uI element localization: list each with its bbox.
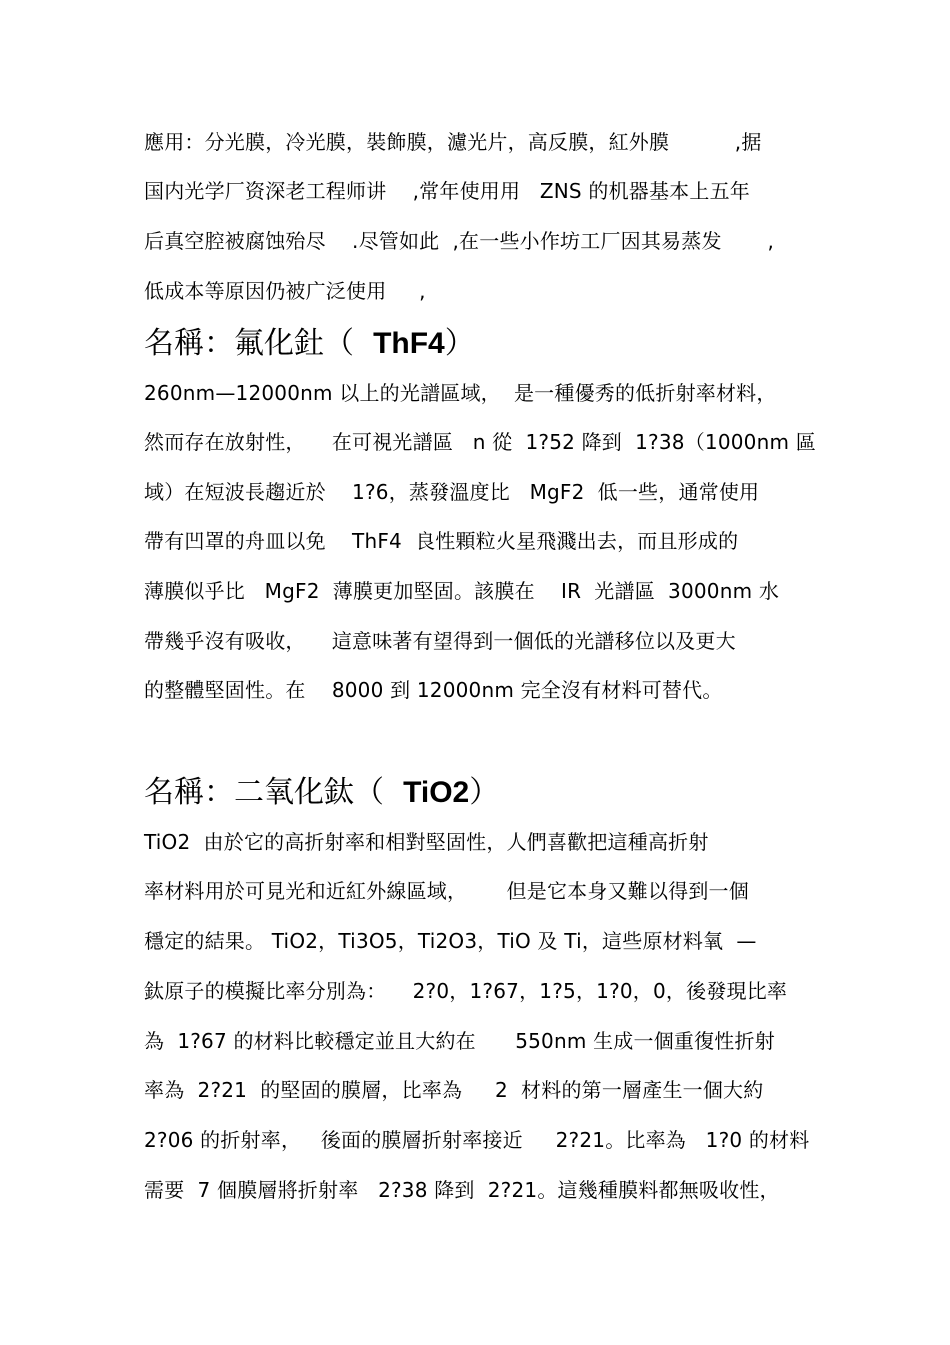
text-line: 率材料用於可見光和近紅外線區域， 但是它本身又難以得到一個 [144, 879, 749, 903]
heading-suffix: ） [469, 775, 500, 810]
heading-suffix: ） [444, 326, 475, 361]
text-line: 應用：分光膜，冷光膜，裝飾膜，濾光片，高反膜，紅外膜 ,据 [144, 130, 762, 154]
text-line: 然而存在放射性， 在可視光譜區 n 從 1?52 降到 1?38（1000nm 區 [144, 430, 816, 454]
section-heading-tio2 [144, 775, 499, 811]
text-line: 国内光学厂资深老工程师讲 ,常年使用用 ZNS 的机器基本上五年 [144, 179, 750, 203]
heading-prefix: 名稱：二氧化鈦（ [144, 775, 404, 810]
text-line: 2?06 的折射率， 後面的膜層折射率接近 2?21。比率為 1?0 的材料 [144, 1128, 810, 1152]
section-heading-thf4 [144, 326, 475, 362]
heading-formula: TiO2 [403, 776, 470, 809]
text-line: 為 1?67 的材料比較穩定並且大約在 550nm 生成一個重復性折射 [144, 1029, 775, 1053]
text-line: 薄膜似乎比 MgF2 薄膜更加堅固。該膜在 IR 光譜區 3000nm 水 [144, 579, 780, 603]
text-line: TiO2 由於它的高折射率和相對堅固性，人們喜歡把這種高折射 [144, 830, 709, 854]
text-line: 低成本等原因仍被广泛使用 , [144, 279, 426, 303]
text-line: 的整體堅固性。在 8000 到 12000nm 完全沒有材料可替代。 [144, 678, 723, 702]
heading-formula: ThF4 [373, 327, 445, 360]
text-line: 260nm—12000nm 以上的光譜區域， 是一種優秀的低折射率材料， [144, 381, 777, 405]
heading-prefix: 名稱：氟化釷（ [144, 326, 374, 361]
text-line: 需要 7 個膜層將折射率 2?38 降到 2?21。這幾種膜料都無吸收性， [144, 1178, 780, 1202]
text-line: 鈦原子的模擬比率分別為： 2?0，1?67，1?5，1?0，0，後發現比率 [144, 979, 788, 1003]
text-line: 帶有凹罩的舟皿以免 ThF4 良性顆粒火星飛濺出去，而且形成的 [144, 529, 739, 553]
text-line: 帶幾乎沒有吸收， 這意味著有望得到一個低的光譜移位以及更大 [144, 629, 736, 653]
text-line: 后真空腔被腐蚀殆尽 .尽管如此 ,在一些小作坊工厂因其易蒸发 , [144, 229, 775, 253]
text-line: 穩定的結果。 TiO2，Ti3O5，Ti2O3，TiO 及 Ti，這些原材料氧 — [144, 929, 757, 953]
text-line: 域）在短波長趨近於 1?6，蒸發溫度比 MgF2 低一些，通常使用 [144, 480, 760, 504]
text-line: 率為 2?21 的堅固的膜層，比率為 2 材料的第一層產生一個大約 [144, 1078, 764, 1102]
